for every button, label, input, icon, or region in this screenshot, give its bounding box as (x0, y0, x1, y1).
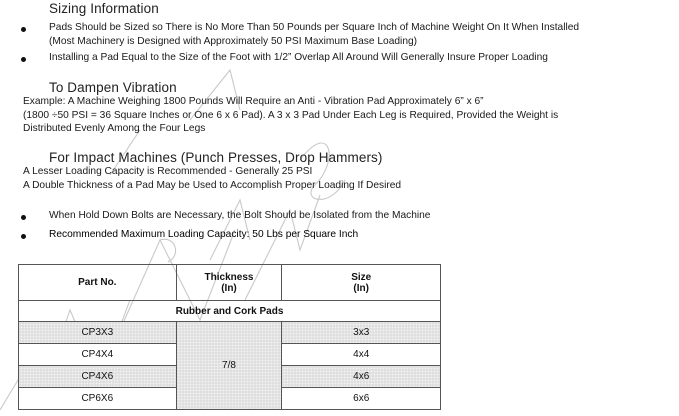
bullet-text: Installing a Pad Equal to the Size of the Foot with 1/2” Overlap All Around Will Generally Insure Proper Loading (49, 52, 548, 63)
bullet-icon (21, 57, 26, 62)
part-number-cell: CP6X6 (19, 388, 177, 410)
size-cell: 4x6 (282, 366, 441, 388)
table-header-row (19, 265, 441, 301)
bullet-icon (21, 27, 26, 32)
part-number-cell: CP4X6 (19, 366, 177, 388)
thickness-cell: 7/8 (176, 322, 282, 410)
bullet-icon (21, 215, 26, 220)
header-thickness-label: Thickness (204, 271, 254, 283)
section-label-rubber-cork: Rubber and Cork Pads (19, 301, 441, 322)
paragraph-line: Example: A Machine Weighing 1800 Pounds Will Require an Anti - Vibration Pad Approximately 6” x 6” (23, 96, 484, 107)
header-size-unit: (In) (353, 282, 369, 294)
section-heading-impact: For Impact Machines (Punch Presses, Drop Hammers) (49, 150, 383, 165)
table-row (19, 322, 441, 344)
header-thickness-unit: (In) (221, 282, 237, 294)
bullet-icon (21, 234, 26, 239)
paragraph-line: Distributed Evenly Among the Four Legs (23, 123, 206, 134)
table-section-row (19, 301, 441, 322)
header-part-no-label: Part No. (78, 277, 117, 288)
header-size-label: Size (351, 271, 372, 283)
size-cell: 3x3 (282, 322, 441, 344)
paragraph-line: A Double Thickness of a Pad May be Used to Accomplish Proper Loading If Desired (23, 180, 402, 191)
paragraph-line: A Lesser Loading Capacity is Recommended - Generally 25 PSI (23, 166, 313, 177)
bullet-text: Pads Should be Sized so There is No More Than 50 Pounds per Square Inch of Machine Weight On It When Installed (49, 22, 580, 33)
size-cell: 6x6 (282, 388, 441, 410)
size-cell: 4x4 (282, 344, 441, 366)
bullet-text: When Hold Down Bolts are Necessary, the Bolt Should be Isolated from the Machine (49, 210, 431, 221)
header-part-no (19, 265, 177, 301)
section-heading-vibration: To Dampen Vibration (49, 80, 177, 95)
bullet-text: Recommended Maximum Loading Capacity: 50 Lbs per Square Inch (49, 229, 359, 240)
header-thickness (176, 265, 282, 301)
part-number-cell: CP4X4 (19, 344, 177, 366)
part-number-cell: CP3X3 (19, 322, 177, 344)
parts-table (18, 264, 441, 410)
bullet-text-continued: (Most Machinery is Designed with Approximately 50 PSI Maximum Base Loading) (49, 36, 418, 47)
section-heading-sizing: Sizing Information (49, 1, 159, 16)
paragraph-line: (1800 ÷50 PSI = 36 Square Inches or One 6 x 6 Pad). A 3 x 3 Pad Under Each Leg is Required, Provided the Weight is (23, 110, 559, 121)
header-size (282, 265, 441, 301)
